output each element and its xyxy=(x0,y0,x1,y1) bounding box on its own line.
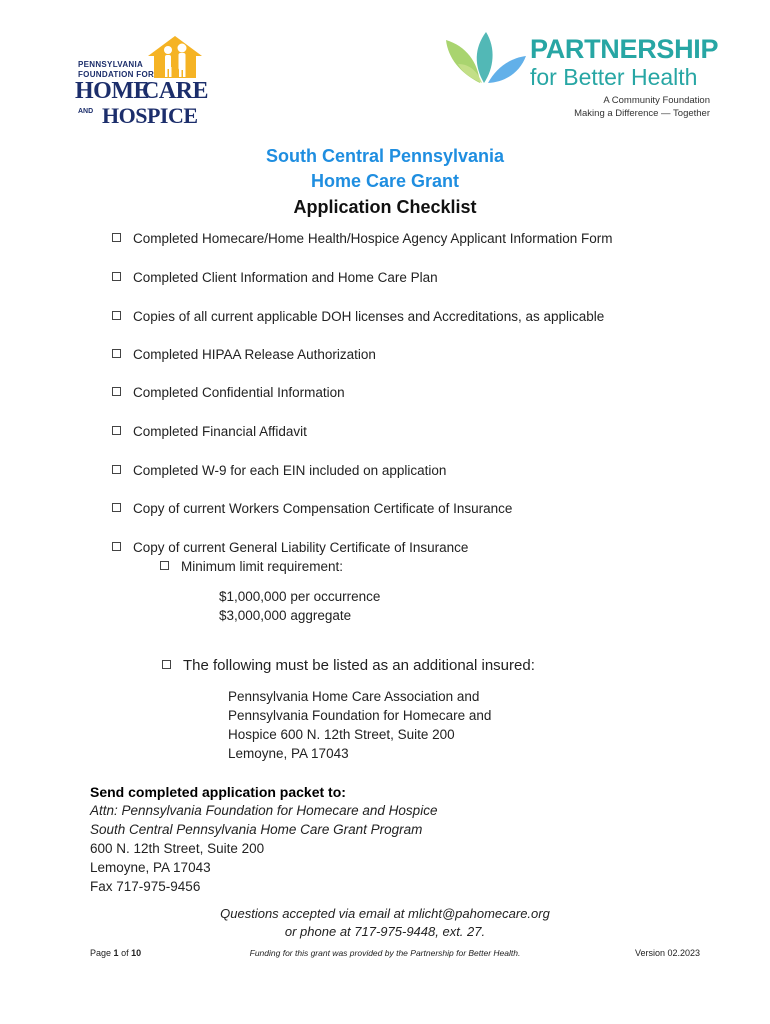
send-title: Send completed application packet to: xyxy=(90,784,346,800)
partnership-logo xyxy=(440,28,720,123)
insured-line: Hospice 600 N. 12th Street, Suite 200 xyxy=(228,727,455,742)
checkbox-icon[interactable] xyxy=(112,503,121,512)
logo-left-line2: FOUNDATION FOR xyxy=(78,70,155,79)
checklist-item xyxy=(112,424,307,439)
checklist-item xyxy=(112,385,345,400)
logo-left-care: CARE xyxy=(142,78,209,104)
checkbox-icon[interactable] xyxy=(112,426,121,435)
checklist-item-label: Copy of current Workers Compensation Certificate of Insurance xyxy=(133,501,513,516)
send-attn: Attn: Pennsylvania Foundation for Homecare and Hospice xyxy=(90,803,438,818)
send-street: 600 N. 12th Street, Suite 200 xyxy=(90,841,265,856)
minimum-limit-label: Minimum limit requirement: xyxy=(181,559,344,574)
leaf-petals-icon xyxy=(440,28,530,88)
logo-left-line1: PENNSYLVANIA xyxy=(78,60,144,69)
checkbox-icon[interactable] xyxy=(112,465,121,474)
checkbox-icon[interactable] xyxy=(160,561,169,570)
checklist-item xyxy=(112,347,376,362)
funding-note: Funding for this grant was provided by the Partnership for Better Health. xyxy=(249,948,521,958)
logo-left-hospice: HOSPICE xyxy=(102,103,198,128)
send-city: Lemoyne, PA 17043 xyxy=(90,860,211,875)
checkbox-icon[interactable] xyxy=(112,349,121,358)
minimum-limit-item xyxy=(160,559,343,574)
heading-program: Home Care Grant xyxy=(310,171,460,191)
insured-line: Pennsylvania Foundation for Homecare and xyxy=(228,708,492,723)
logo-left-and: AND xyxy=(78,108,94,115)
pa-foundation-logo xyxy=(72,34,207,129)
logo-left-home: HOME xyxy=(75,78,149,104)
questions-email: Questions accepted via email at mlicht@pahomecare.org xyxy=(220,906,550,921)
checkbox-icon[interactable] xyxy=(162,660,171,669)
checklist-item xyxy=(112,231,612,246)
page-of-word: of xyxy=(121,948,129,958)
checklist-item-label: Completed W-9 for each EIN included on application xyxy=(133,463,447,478)
checklist-item xyxy=(112,270,438,285)
checkbox-icon[interactable] xyxy=(112,387,121,396)
limit-occurrence: $1,000,000 per occurrence xyxy=(219,589,381,604)
logo-right-title: PARTNERSHIP xyxy=(530,34,719,64)
checkbox-icon[interactable] xyxy=(112,311,121,320)
page-word: Page xyxy=(90,948,112,958)
checklist-item-label: Copy of current General Liability Certificate of Insurance xyxy=(133,540,469,555)
logo-right-tagline1: A Community Foundation xyxy=(603,95,710,106)
checklist-item-label: Completed Confidential Information xyxy=(133,385,345,400)
heading-region: South Central Pennsylvania xyxy=(265,146,505,166)
checklist-item xyxy=(112,309,604,324)
checklist-item-label: Completed HIPAA Release Authorization xyxy=(133,347,376,362)
checkbox-icon[interactable] xyxy=(112,272,121,281)
version-label: Version 02.2023 xyxy=(634,948,700,958)
checklist-item-label: Completed Client Information and Home Care Plan xyxy=(133,270,438,285)
checklist-item xyxy=(112,463,446,478)
checklist-item xyxy=(112,501,512,516)
additional-insured-item xyxy=(162,657,535,674)
questions-phone: or phone at 717-975-9448, ext. 27. xyxy=(284,924,486,939)
logo-right-subtitle: for Better Health xyxy=(530,64,698,90)
heading-checklist: Application Checklist xyxy=(293,197,477,217)
insured-line: Pennsylvania Home Care Association and xyxy=(228,689,480,704)
checkbox-icon[interactable] xyxy=(112,542,121,551)
limit-aggregate: $3,000,000 aggregate xyxy=(219,608,352,623)
send-fax: Fax 717-975-9456 xyxy=(90,879,201,894)
checklist-item-label: Copies of all current applicable DOH licenses and Accreditations, as applicable xyxy=(133,309,605,324)
send-program: South Central Pennsylvania Home Care Grant Program xyxy=(90,822,423,837)
checklist-item-label: Completed Financial Affidavit xyxy=(133,424,307,439)
logo-right-tagline2: Making a Difference — Together xyxy=(574,108,710,119)
page-total: 10 xyxy=(131,948,142,958)
checklist-item xyxy=(112,540,468,555)
page-current: 1 xyxy=(113,948,119,958)
insured-line: Lemoyne, PA 17043 xyxy=(228,746,349,761)
additional-insured-label: The following must be listed as an additional insured: xyxy=(183,657,535,674)
checkbox-icon[interactable] xyxy=(112,233,121,242)
checklist-item-label: Completed Homecare/Home Health/Hospice Agency Applicant Information Form xyxy=(133,231,613,246)
